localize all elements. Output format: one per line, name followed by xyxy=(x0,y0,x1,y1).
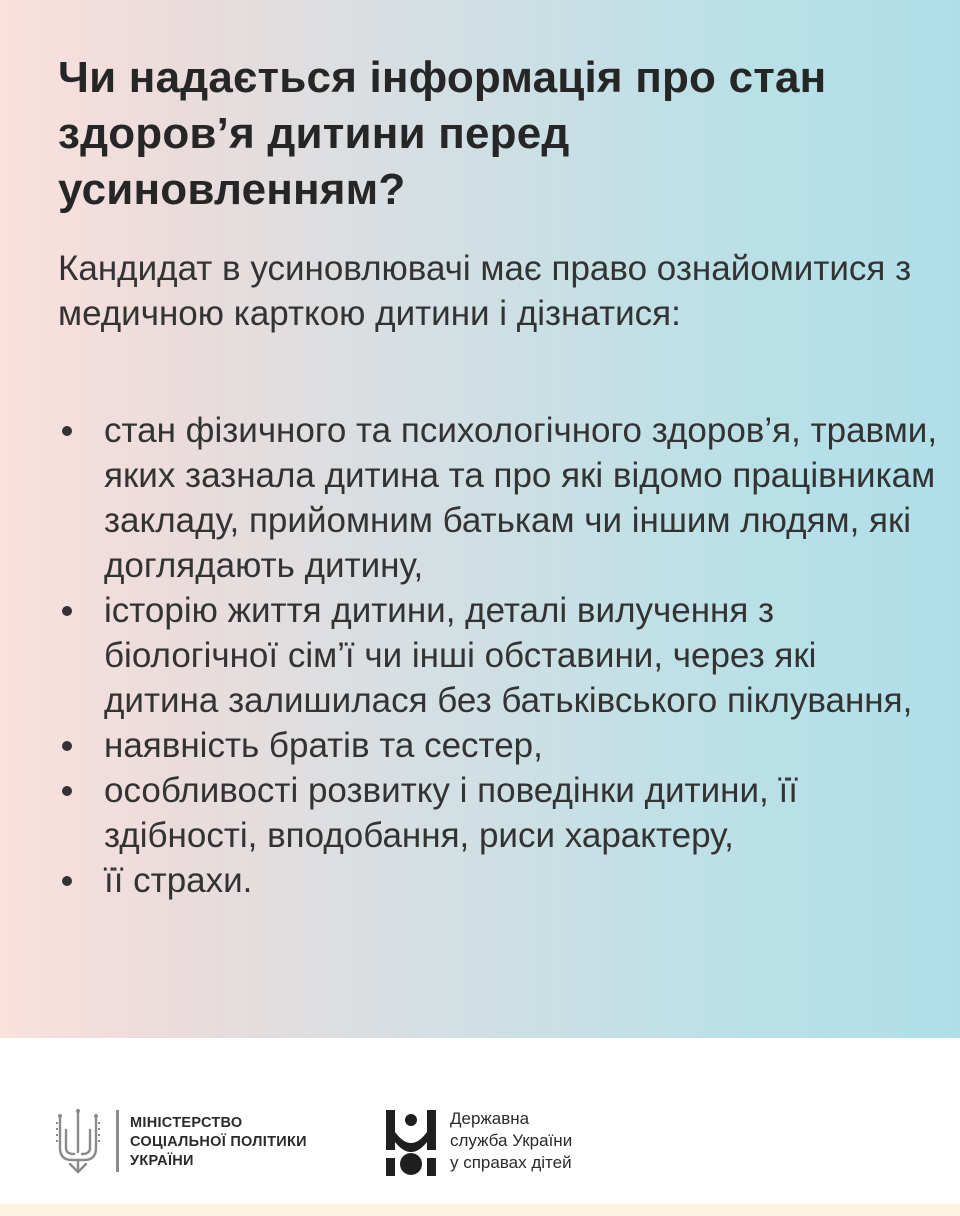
list-item: стан фізичного та психологічного здоров’я, травми, яких зазнала дитина та про які відомо працівникам закладу, прийомним батькам чи іншим людям, які доглядають дитину, xyxy=(58,408,938,588)
service-name: Державна служба України у справах дітей xyxy=(450,1109,573,1172)
bullet-dot xyxy=(62,876,72,886)
list-item: її страхи. xyxy=(58,858,938,903)
list-item: особливості розвитку і поведінки дитини, її здібності, вподобання, риси характеру, xyxy=(58,768,938,858)
page-title: Чи надається інформація про стан здоров’я дитини перед усиновленням? xyxy=(58,53,827,214)
bullet-dot xyxy=(62,606,72,616)
child-service-icon xyxy=(386,1110,436,1176)
info-list xyxy=(58,408,938,903)
trident-icon xyxy=(56,1108,100,1174)
bullet-dot xyxy=(62,741,72,751)
intro-text: Кандидат в усиновлювачі має право ознайомитися з медичною карткою дитини і дізнатися: xyxy=(58,249,912,333)
list-item: наявність братів та сестер, xyxy=(58,723,938,768)
logo-divider xyxy=(116,1110,119,1172)
list-item: історію життя дитини, деталі вилучення з біологічної сім’ї чи інші обставини, через які дитина залишилася без батьківського піклування, xyxy=(58,588,938,723)
footer-logos xyxy=(0,1038,960,1216)
ministry-name: МІНІСТЕРСТВО СОЦІАЛЬНОЇ ПОЛІТИКИ УКРАЇНИ xyxy=(130,1115,307,1169)
footer-band xyxy=(0,1204,960,1216)
bullet-dot xyxy=(62,786,72,796)
bullet-dot xyxy=(62,426,72,436)
